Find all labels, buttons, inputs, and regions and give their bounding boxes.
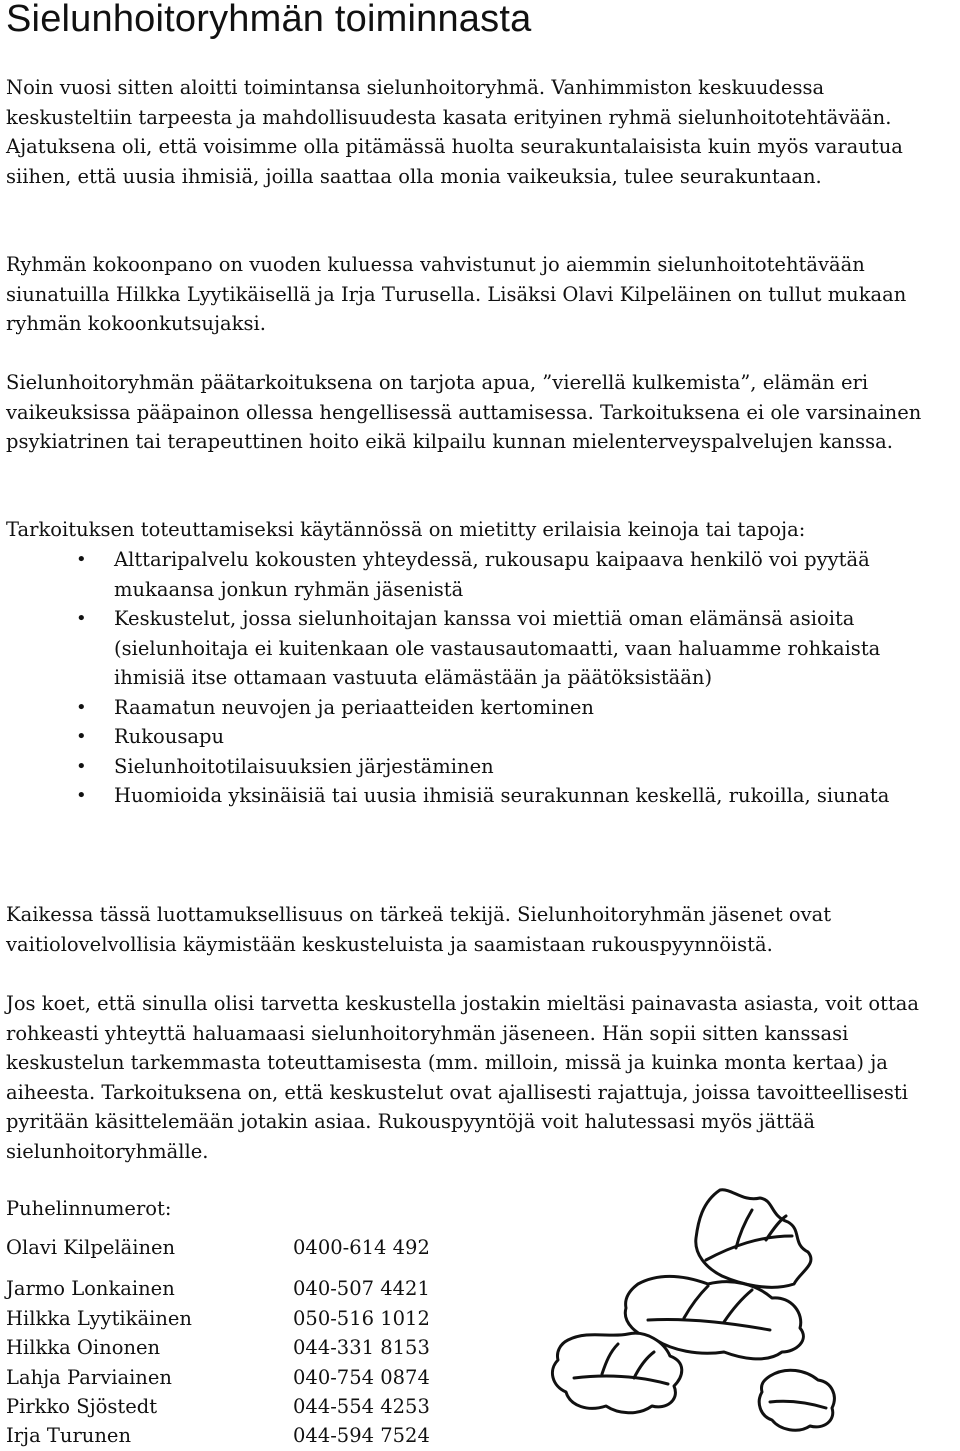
list-item [0,781,944,811]
list-item [0,693,944,723]
contact-phone: 044-331 8153 [293,1336,430,1359]
contact-row [6,1304,466,1334]
contact-row [6,1274,466,1304]
contact-name: Olavi Kilpeläinen [6,1236,176,1259]
contact-info-paragraph: Jos koet, että sinulla olisi tarvetta keskustella jostakin mieltäsi painavasta asiasta, voit ottaa rohkeasti yhteyttä haluamaasi sielunhoitoryhmän jäseneen. Hän sopii sitten kanssasi keskustelun tarkemmasta toteuttamisesta (mm. milloin, missä ja kuinka monta kertaa) ja aiheesta. Tarkoituksena on, että keskustelut ovat ajallisesti rajattuja, joissa tavoitteellisesti pyritään käsittelemään jotakin asiaa. Rukouspyyntöjä voit halutessasi myös jättää sielunhoitoryhmälle. [6,992,920,1163]
contact-name: Jarmo Lonkainen [6,1277,175,1300]
confidentiality-paragraph: Kaikessa tässä luottamuksellisuus on tärkeä tekijä. Sielunhoitoryhmän jäsenet ovat vaitiolovelvollisia käymistään keskusteluista ja saamistaan rukouspyynnöistä. [6,903,832,956]
list-item [0,722,944,752]
list-item [0,604,944,693]
contact-phone: 040-507 4421 [293,1277,430,1300]
bullet-icon: • [76,696,87,718]
list-item [0,545,944,604]
page-title: Sielunhoitoryhmän toiminnasta [6,0,532,40]
bullet-icon: • [76,608,87,629]
contact-name: Irja Turunen [6,1424,131,1447]
list-item-text: Keskustelut, jossa sielunhoitajan kanssa voi miettiä oman elämänsä asioita (sielunhoitaja ei kuitenkaan ole vastausautomaatti, vaan haluamme rohkaista ihmisiä itse ottamaan vastuuta elämästään ja päätöksistään) [114,607,881,689]
falling-leaves-illustration [470,1180,890,1445]
contact-phone: 050-516 1012 [293,1307,430,1330]
contact-phone: 0400-614 492 [293,1236,430,1259]
contact-row [6,1333,466,1363]
intro-paragraph: Noin vuosi sitten aloitti toimintansa sielunhoitoryhmä. Vanhimmiston keskuudessa keskusteltiin tarpeesta ja mahdollisuudesta kasata erityinen ryhmä sielunhoitotehtävään. Ajatuksena oli, että voisimme olla pitämässä huolta seurakuntalaisista kuin myös varautua siihen, että uusia ihmisiä, joilla saattaa olla monia vaikeuksia, tulee seurakuntaan. [6,76,903,188]
bullet-icon: • [76,549,87,570]
composition-paragraph: Ryhmän kokoonpano on vuoden kuluessa vahvistunut jo aiemmin sielunhoitotehtävään siunatuilla Hilkka Lyytikäisellä ja Irja Turusella. Lisäksi Olavi Kilpeläinen on tullut mukaan ryhmän kokoonkutsujaksi. [6,253,907,335]
list-item [0,752,944,782]
contact-name: Pirkko Sjöstedt [6,1395,158,1418]
list-item-text: Sielunhoitotilaisuuksien järjestäminen [114,754,494,778]
list-item-text: Alttaripalvelu kokousten yhteydessä, rukousapu kaipaava henkilö voi pyytää mukaansa jonkun ryhmän jäsenistä [114,548,870,601]
bullet-icon: • [76,726,87,747]
list-item-text: Rukousapu [114,725,225,748]
contact-phone: 044-554 4253 [293,1395,430,1418]
list-item-text: Raamatun neuvojen ja periaatteiden kertominen [114,695,594,719]
list-item-text: Huomioida yksinäisiä tai uusia ihmisiä seurakunnan keskellä, rukoilla, siunata [114,784,890,807]
contact-row [6,1392,466,1422]
contact-name: Hilkka Lyytikäinen [6,1307,192,1330]
bullet-icon: • [76,785,87,806]
purpose-paragraph: Sielunhoitoryhmän päätarkoituksena on tarjota apua, ”vierellä kulkemista”, elämän eri vaikeuksissa pääpainon ollessa hengellisessä auttamisessa. Tarkoituksena ei ole varsinainen psykiatrinen tai terapeuttinen hoito eikä kilpailu kunnan mielenterveyspalvelujen kanssa. [6,371,922,453]
contact-phone: 044-594 7524 [293,1424,430,1447]
contact-row [6,1363,466,1393]
methods-intro-paragraph: Tarkoituksen toteuttamiseksi käytännössä on mietitty erilaisia keinoja tai tapoja: [6,518,806,541]
leaf-icon [696,1190,811,1288]
contact-phone: 040-754 0874 [293,1366,430,1389]
contact-row [6,1233,466,1263]
contact-name: Hilkka Oinonen [6,1336,161,1359]
leaf-icon [759,1370,834,1430]
contact-name: Lahja Parviainen [6,1366,172,1389]
contact-row [6,1421,466,1450]
phone-numbers-heading: Puhelinnumerot: [6,1197,172,1220]
bullet-icon: • [76,755,87,777]
methods-list [0,545,960,811]
